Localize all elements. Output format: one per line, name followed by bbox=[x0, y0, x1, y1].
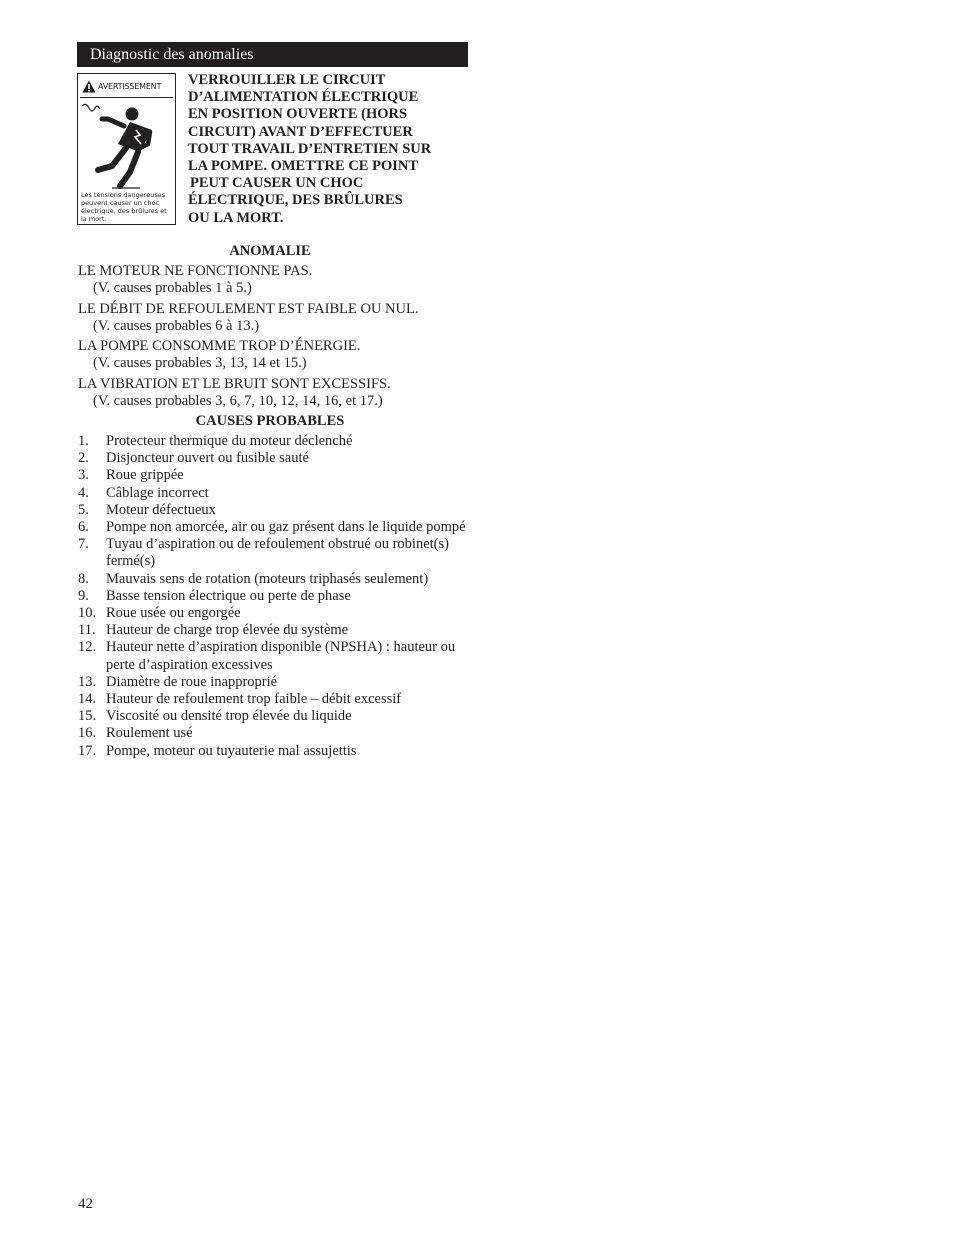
cause-item bbox=[78, 485, 468, 502]
warning-text-line: LA POMPE. OMETTRE CE POINT bbox=[188, 158, 419, 175]
cause-text: Protecteur thermique du moteur déclenché bbox=[106, 433, 353, 449]
warning-text-line: CIRCUIT) AVANT D’EFFECTUER bbox=[188, 123, 413, 140]
warning-text-line: TOUT TRAVAIL D’ENTRETIEN SUR bbox=[188, 140, 432, 157]
cause-item bbox=[78, 536, 468, 570]
section-title: Diagnostic des anomalies bbox=[77, 42, 468, 67]
electric-shock-icon bbox=[78, 100, 175, 190]
cause-text: Pompe, moteur ou tuyauterie mal assujettis bbox=[106, 742, 357, 759]
cause-text: Disjoncteur ouvert ou fusible sauté bbox=[106, 450, 309, 467]
cause-text: Hauteur nette d’aspiration disponible (NPSHA) : hauteur ou perte d’aspiration excessives bbox=[106, 639, 456, 673]
warning-text-line: ÉLECTRIQUE, DES BRÛLURES bbox=[188, 192, 403, 209]
cause-text: Roulement usé bbox=[106, 725, 193, 742]
cause-item bbox=[78, 467, 468, 484]
cause-number: 3. bbox=[78, 467, 89, 484]
anomaly-item bbox=[78, 376, 468, 410]
cause-text: Hauteur de refoulement trop faible – débit excessif bbox=[106, 691, 402, 708]
anomaly-heading: ANOMALIE bbox=[229, 243, 311, 259]
cause-item bbox=[78, 588, 468, 605]
cause-number: 5. bbox=[78, 501, 89, 518]
cause-item bbox=[78, 622, 468, 639]
anomaly-text: LA VIBRATION ET LE BRUIT SONT EXCESSIFS. bbox=[78, 376, 391, 392]
cause-item bbox=[78, 519, 468, 536]
anomaly-causes-ref: (V. causes probables 3, 6, 7, 10, 12, 14, 16, et 17.) bbox=[93, 393, 383, 409]
warning-header bbox=[80, 76, 173, 98]
anomaly-item bbox=[78, 338, 468, 372]
warning-text-line: D’ALIMENTATION ÉLECTRIQUE bbox=[188, 89, 419, 106]
cause-text: Câblage incorrect bbox=[106, 484, 209, 501]
cause-text: Roue grippée bbox=[106, 467, 184, 484]
cause-item bbox=[78, 433, 468, 450]
cause-number: 7. bbox=[78, 536, 89, 553]
anomaly-item bbox=[78, 301, 468, 335]
warning-pictogram bbox=[77, 73, 176, 225]
cause-item bbox=[78, 743, 468, 760]
warning-text-line: EN POSITION OUVERTE (HORS bbox=[188, 106, 408, 123]
cause-number: 4. bbox=[78, 484, 89, 501]
cause-item bbox=[78, 571, 468, 588]
warning-text-line: VERROUILLER LE CIRCUIT bbox=[188, 72, 386, 88]
cause-text: Basse tension électrique ou perte de phase bbox=[106, 587, 351, 604]
cause-item bbox=[78, 605, 468, 622]
anomaly-text: LE DÉBIT DE REFOULEMENT EST FAIBLE OU NUL. bbox=[78, 301, 419, 317]
warning-text-line: OU LA MORT. bbox=[188, 209, 284, 226]
anomaly-causes-ref: (V. causes probables 6 à 13.) bbox=[93, 318, 260, 334]
warning-label: AVERTISSEMENT bbox=[98, 82, 162, 91]
anomaly-item bbox=[78, 263, 468, 297]
cause-item bbox=[78, 502, 468, 519]
anomaly-causes-ref: (V. causes probables 1 à 5.) bbox=[93, 280, 252, 296]
cause-number: 13. bbox=[78, 673, 97, 690]
cause-number: 16. bbox=[78, 725, 97, 742]
cause-text: Tuyau d’aspiration ou de refoulement obstrué ou robinet(s) fermé(s) bbox=[106, 536, 449, 570]
cause-text: Diamètre de roue inapproprié bbox=[106, 673, 278, 690]
cause-number: 9. bbox=[78, 587, 89, 604]
cause-item bbox=[78, 450, 468, 467]
cause-number: 17. bbox=[78, 742, 97, 759]
page-number: 42 bbox=[78, 1196, 93, 1212]
warning-triangle-icon bbox=[82, 80, 96, 93]
warning-caption: Les tensions dangereuses peuvent causer un choc électrique, des brûlures et la mort. bbox=[81, 191, 167, 223]
cause-number: 10. bbox=[78, 605, 97, 622]
cause-number: 2. bbox=[78, 450, 89, 467]
cause-number: 8. bbox=[78, 570, 89, 587]
anomaly-text: LE MOTEUR NE FONCTIONNE PAS. bbox=[78, 263, 313, 279]
cause-number: 11. bbox=[78, 622, 96, 639]
cause-text: Moteur défectueux bbox=[106, 501, 216, 518]
cause-item bbox=[78, 708, 468, 725]
anomaly-causes-ref: (V. causes probables 3, 13, 14 et 15.) bbox=[93, 355, 307, 371]
cause-item bbox=[78, 725, 468, 742]
causes-list bbox=[78, 433, 468, 760]
cause-text: Viscosité ou densité trop élevée du liquide bbox=[106, 708, 352, 725]
cause-number: 12. bbox=[78, 639, 97, 656]
cause-number: 1. bbox=[78, 433, 89, 449]
cause-number: 6. bbox=[78, 519, 89, 536]
causes-heading: CAUSES PROBABLES bbox=[195, 413, 345, 429]
cause-text: Hauteur de charge trop élevée du système bbox=[106, 622, 349, 639]
cause-item bbox=[78, 691, 468, 708]
warning-text-line: PEUT CAUSER UN CHOC bbox=[190, 175, 364, 192]
cause-text: Roue usée ou engorgée bbox=[106, 605, 241, 622]
cause-text: Mauvais sens de rotation (moteurs triphasés seulement) bbox=[106, 570, 429, 587]
cause-number: 15. bbox=[78, 708, 97, 725]
cause-item bbox=[78, 674, 468, 691]
cause-number: 14. bbox=[78, 691, 97, 708]
anomaly-text: LA POMPE CONSOMME TROP D’ÉNERGIE. bbox=[78, 338, 361, 354]
cause-item bbox=[78, 639, 468, 673]
cause-text: Pompe non amorcée, air ou gaz présent dans le liquide pompé bbox=[106, 519, 466, 536]
warning-text bbox=[188, 72, 450, 227]
